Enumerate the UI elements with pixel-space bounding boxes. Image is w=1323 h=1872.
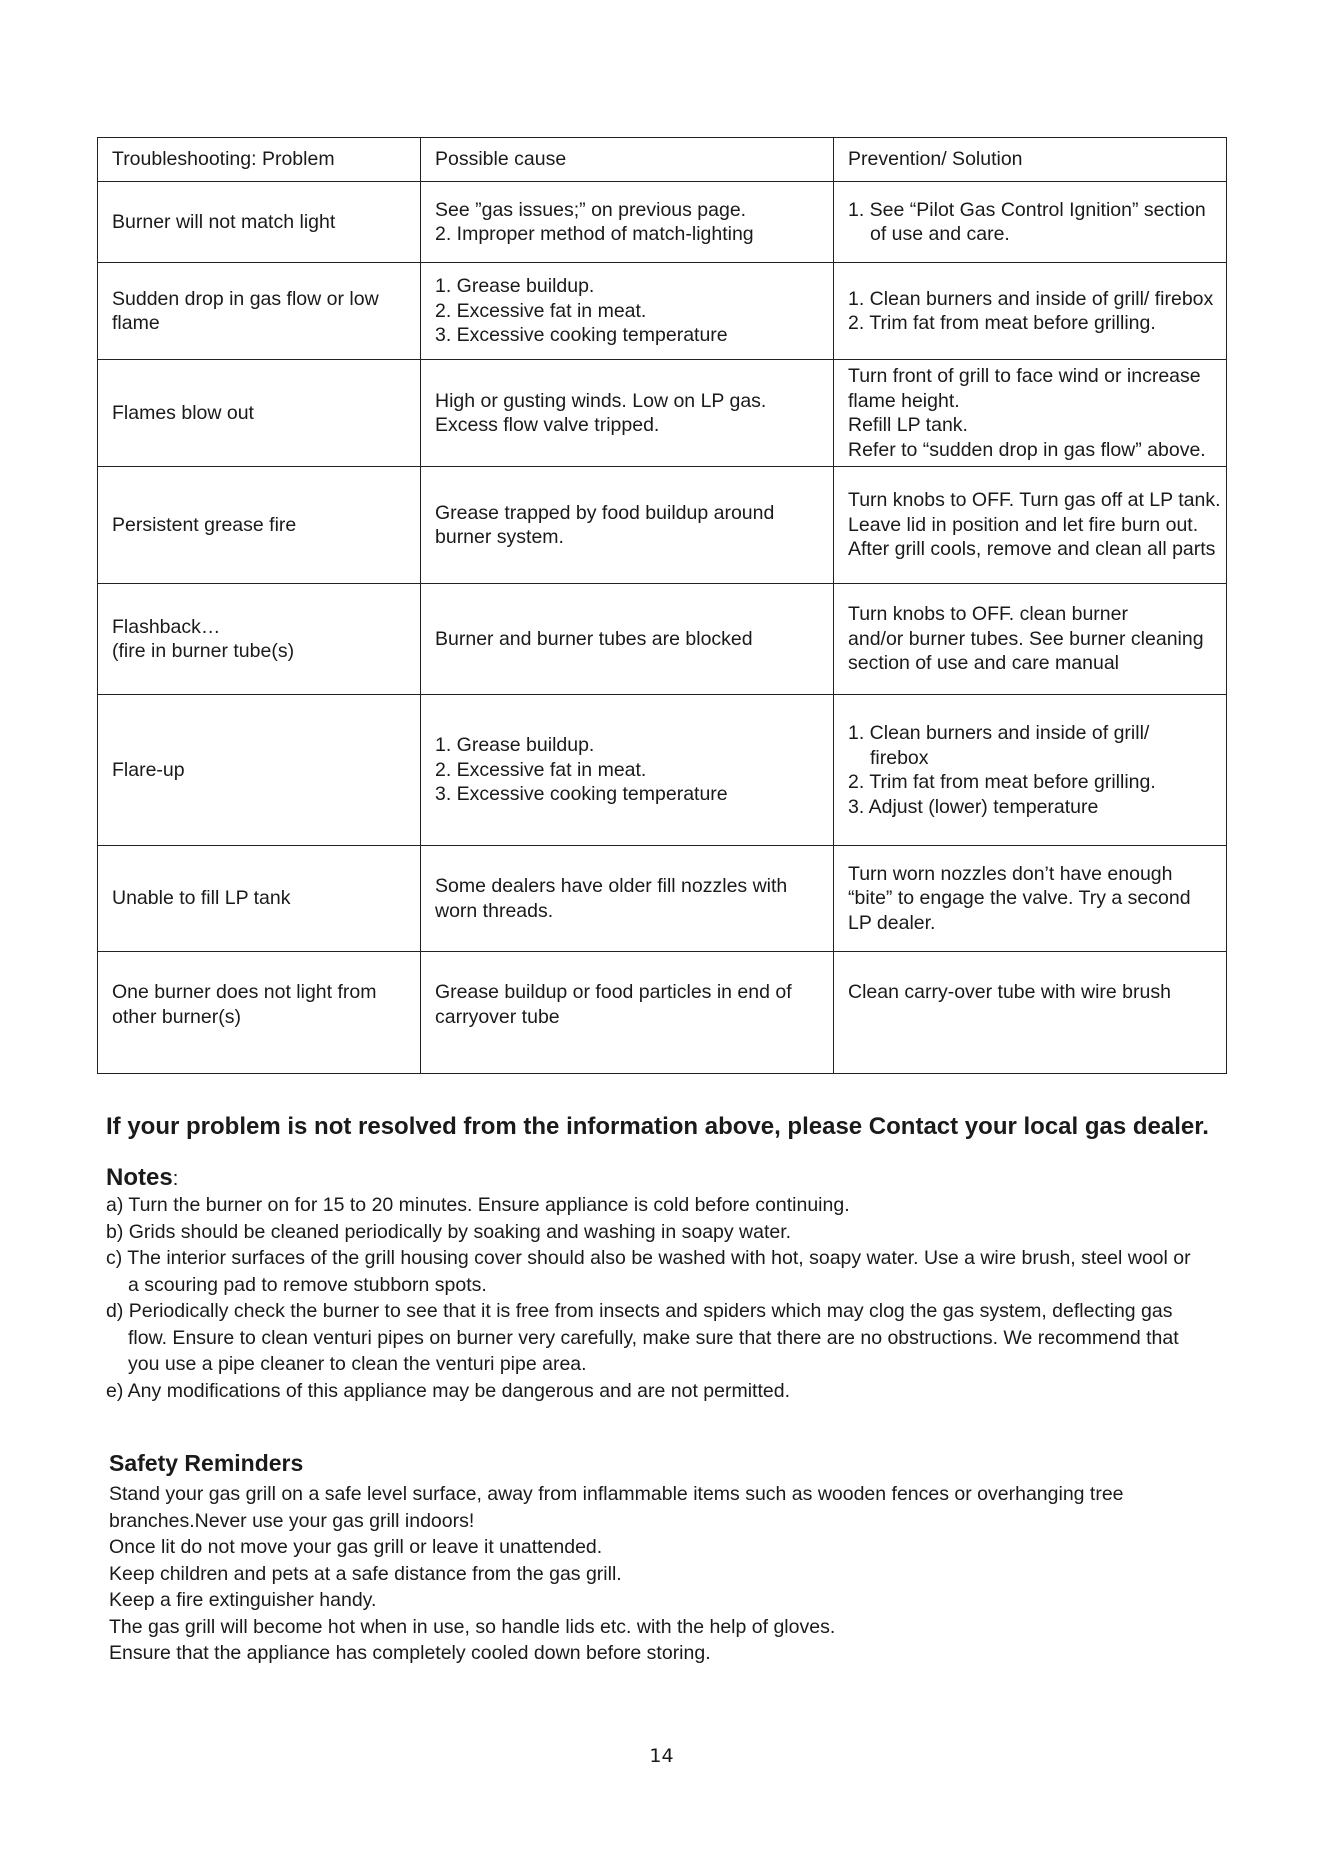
cause-text: 3. Excessive cooking temperature (435, 783, 728, 806)
cause-text: See ”gas issues;” on previous page. (435, 198, 747, 221)
safety-line: Ensure that the appliance has completely cooled down before storing. (109, 1642, 711, 1664)
cause-text: 3. Excessive cooking temperature (435, 324, 728, 347)
table-row (98, 467, 1227, 584)
cause-text: Excess flow valve tripped. (435, 414, 660, 436)
cause-text: 1. Grease buildup. (435, 275, 595, 298)
table-row (98, 263, 1227, 360)
note-item: a) Turn the burner on for 15 to 20 minutes. Ensure appliance is cold before continuing. (106, 1194, 850, 1216)
solution-text: 2. Trim fat from meat before grilling. (848, 771, 1156, 793)
table-row (98, 952, 1227, 1074)
solution-cell (834, 360, 1227, 467)
cause-cell (421, 360, 834, 467)
solution-text: 1. Clean burners and inside of grill/ firebox (848, 287, 1214, 310)
note-item: d) Periodically check the burner to see that it is free from insects and spiders which may clog the gas system, deflecting gas (106, 1300, 1173, 1322)
cause-text: 1. Grease buildup. (435, 734, 595, 757)
table-row (98, 584, 1227, 695)
safety-reminders-heading: Safety Reminders (109, 1450, 304, 1476)
solution-text: 2. Trim fat from meat before grilling. (848, 312, 1156, 334)
solution-text: Leave lid in position and let fire burn out. (848, 513, 1199, 536)
solution-text: LP dealer. (848, 911, 936, 934)
cause-cell (421, 584, 834, 695)
note-item: e) Any modifications of this appliance may be dangerous and are not permitted. (106, 1379, 790, 1402)
solution-cell (834, 467, 1227, 584)
problem-cell (98, 695, 421, 846)
problem-text: Flames blow out (112, 401, 254, 424)
safety-line: Keep a fire extinguisher handy. (109, 1589, 377, 1611)
table-row (98, 846, 1227, 952)
cause-text: 2. Improper method of match-lighting (435, 223, 754, 245)
cause-text: 2. Excessive fat in meat. (435, 758, 647, 781)
safety-line: Stand your gas grill on a safe level surface, away from inflammable items such as wooden fences or overhanging tree (109, 1483, 1124, 1505)
problem-cell (98, 952, 421, 1074)
solution-cell (834, 584, 1227, 695)
cause-text: Burner and burner tubes are blocked (435, 627, 753, 650)
safety-line: Once lit do not move your gas grill or leave it unattended. (109, 1536, 603, 1558)
note-item-continuation: a scouring pad to remove stubborn spots. (128, 1273, 487, 1296)
problem-text: Unable to fill LP tank (112, 887, 291, 910)
problem-cell (98, 182, 421, 263)
solution-text: 1. Clean burners and inside of grill/ (848, 722, 1150, 744)
solution-text: and/or burner tubes. See burner cleaning (848, 627, 1204, 650)
problem-text: Flare-up (112, 758, 185, 781)
problem-text: Persistent grease fire (112, 513, 297, 536)
notes-title: Notes (106, 1164, 173, 1191)
notes-colon: : (172, 1168, 179, 1190)
solution-text: Turn knobs to OFF. Turn gas off at LP tank. (848, 489, 1221, 512)
table-header-row (98, 138, 1227, 182)
cause-text: burner system. (435, 526, 564, 548)
problem-cell (98, 360, 421, 467)
page-number: 14 (649, 1745, 674, 1767)
solution-text: Clean carry-over tube with wire brush (848, 981, 1171, 1003)
solution-text: section of use and care manual (848, 652, 1120, 675)
solution-cell (834, 952, 1227, 1074)
solution-text: firebox (870, 746, 929, 769)
problem-cell (98, 846, 421, 952)
problem-text: (fire in burner tube(s) (112, 640, 295, 662)
cause-text: worn threads. (435, 899, 554, 922)
problem-text: Flashback… (112, 615, 221, 638)
note-item-continuation: you use a pipe cleaner to clean the venturi pipe area. (128, 1353, 587, 1375)
safety-line: branches.Never use your gas grill indoors! (109, 1509, 475, 1532)
solution-text: flame height. (848, 389, 960, 412)
table-row (98, 182, 1227, 263)
safety-line: Keep children and pets at a safe distance from the gas grill. (109, 1562, 622, 1585)
solution-text: Refer to “sudden drop in gas flow” above. (848, 438, 1206, 461)
problem-text: flame (112, 312, 160, 334)
solution-text: After grill cools, remove and clean all parts (848, 538, 1216, 561)
contact-dealer-notice: If your problem is not resolved from the information above, please Contact your local gas dealer. (106, 1113, 1209, 1140)
solution-text: Turn front of grill to face wind or increase (848, 365, 1201, 387)
problem-cell (98, 467, 421, 584)
cause-text: 2. Excessive fat in meat. (435, 299, 647, 322)
cause-cell (421, 952, 834, 1074)
problem-cell (98, 584, 421, 695)
solution-text: Refill LP tank. (848, 414, 968, 436)
solution-text: 1. See “Pilot Gas Control Ignition” section (848, 198, 1206, 221)
header-problem: Troubleshooting: Problem (98, 138, 421, 182)
safety-reminders-text (109, 1481, 1299, 1667)
solution-text: 3. Adjust (lower) temperature (848, 795, 1099, 818)
cause-text: Grease buildup or food particles in end of (435, 981, 792, 1003)
notes-list (106, 1192, 1306, 1404)
solution-cell (834, 263, 1227, 360)
solution-text: Turn worn nozzles don’t have enough (848, 862, 1173, 885)
solution-cell (834, 846, 1227, 952)
cause-text: Some dealers have older fill nozzles with (435, 875, 788, 897)
solution-cell (834, 182, 1227, 263)
solution-cell (834, 695, 1227, 846)
cause-text: High or gusting winds. Low on LP gas. (435, 389, 767, 412)
note-item: c) The interior surfaces of the grill housing cover should also be washed with hot, soapy water. Use a wire brush, steel wool or (106, 1247, 1191, 1269)
cause-cell (421, 846, 834, 952)
problem-cell (98, 263, 421, 360)
cause-cell (421, 467, 834, 584)
note-item: b) Grids should be cleaned periodically by soaking and washing in soapy water. (106, 1220, 792, 1243)
notes-heading (106, 1164, 178, 1192)
troubleshooting-table (97, 137, 1227, 1074)
solution-text: of use and care. (870, 223, 1010, 245)
cause-cell (421, 695, 834, 846)
header-cause: Possible cause (421, 138, 834, 182)
table-row (98, 695, 1227, 846)
problem-text: Burner will not match light (112, 210, 336, 233)
cause-text: carryover tube (435, 1005, 560, 1028)
cause-text: Grease trapped by food buildup around (435, 501, 775, 524)
solution-text: Turn knobs to OFF. clean burner (848, 603, 1128, 626)
problem-text: One burner does not light from (112, 981, 377, 1003)
safety-line: The gas grill will become hot when in use, so handle lids etc. with the help of gloves. (109, 1615, 836, 1638)
problem-text: Sudden drop in gas flow or low (112, 287, 379, 310)
header-solution: Prevention/ Solution (834, 138, 1227, 182)
solution-text: “bite” to engage the valve. Try a second (848, 887, 1191, 910)
problem-text: other burner(s) (112, 1005, 241, 1028)
cause-cell (421, 182, 834, 263)
table-row (98, 360, 1227, 467)
note-item-continuation: flow. Ensure to clean venturi pipes on burner very carefully, make sure that there are no obstructions. We recommend that (128, 1326, 1179, 1349)
cause-cell (421, 263, 834, 360)
